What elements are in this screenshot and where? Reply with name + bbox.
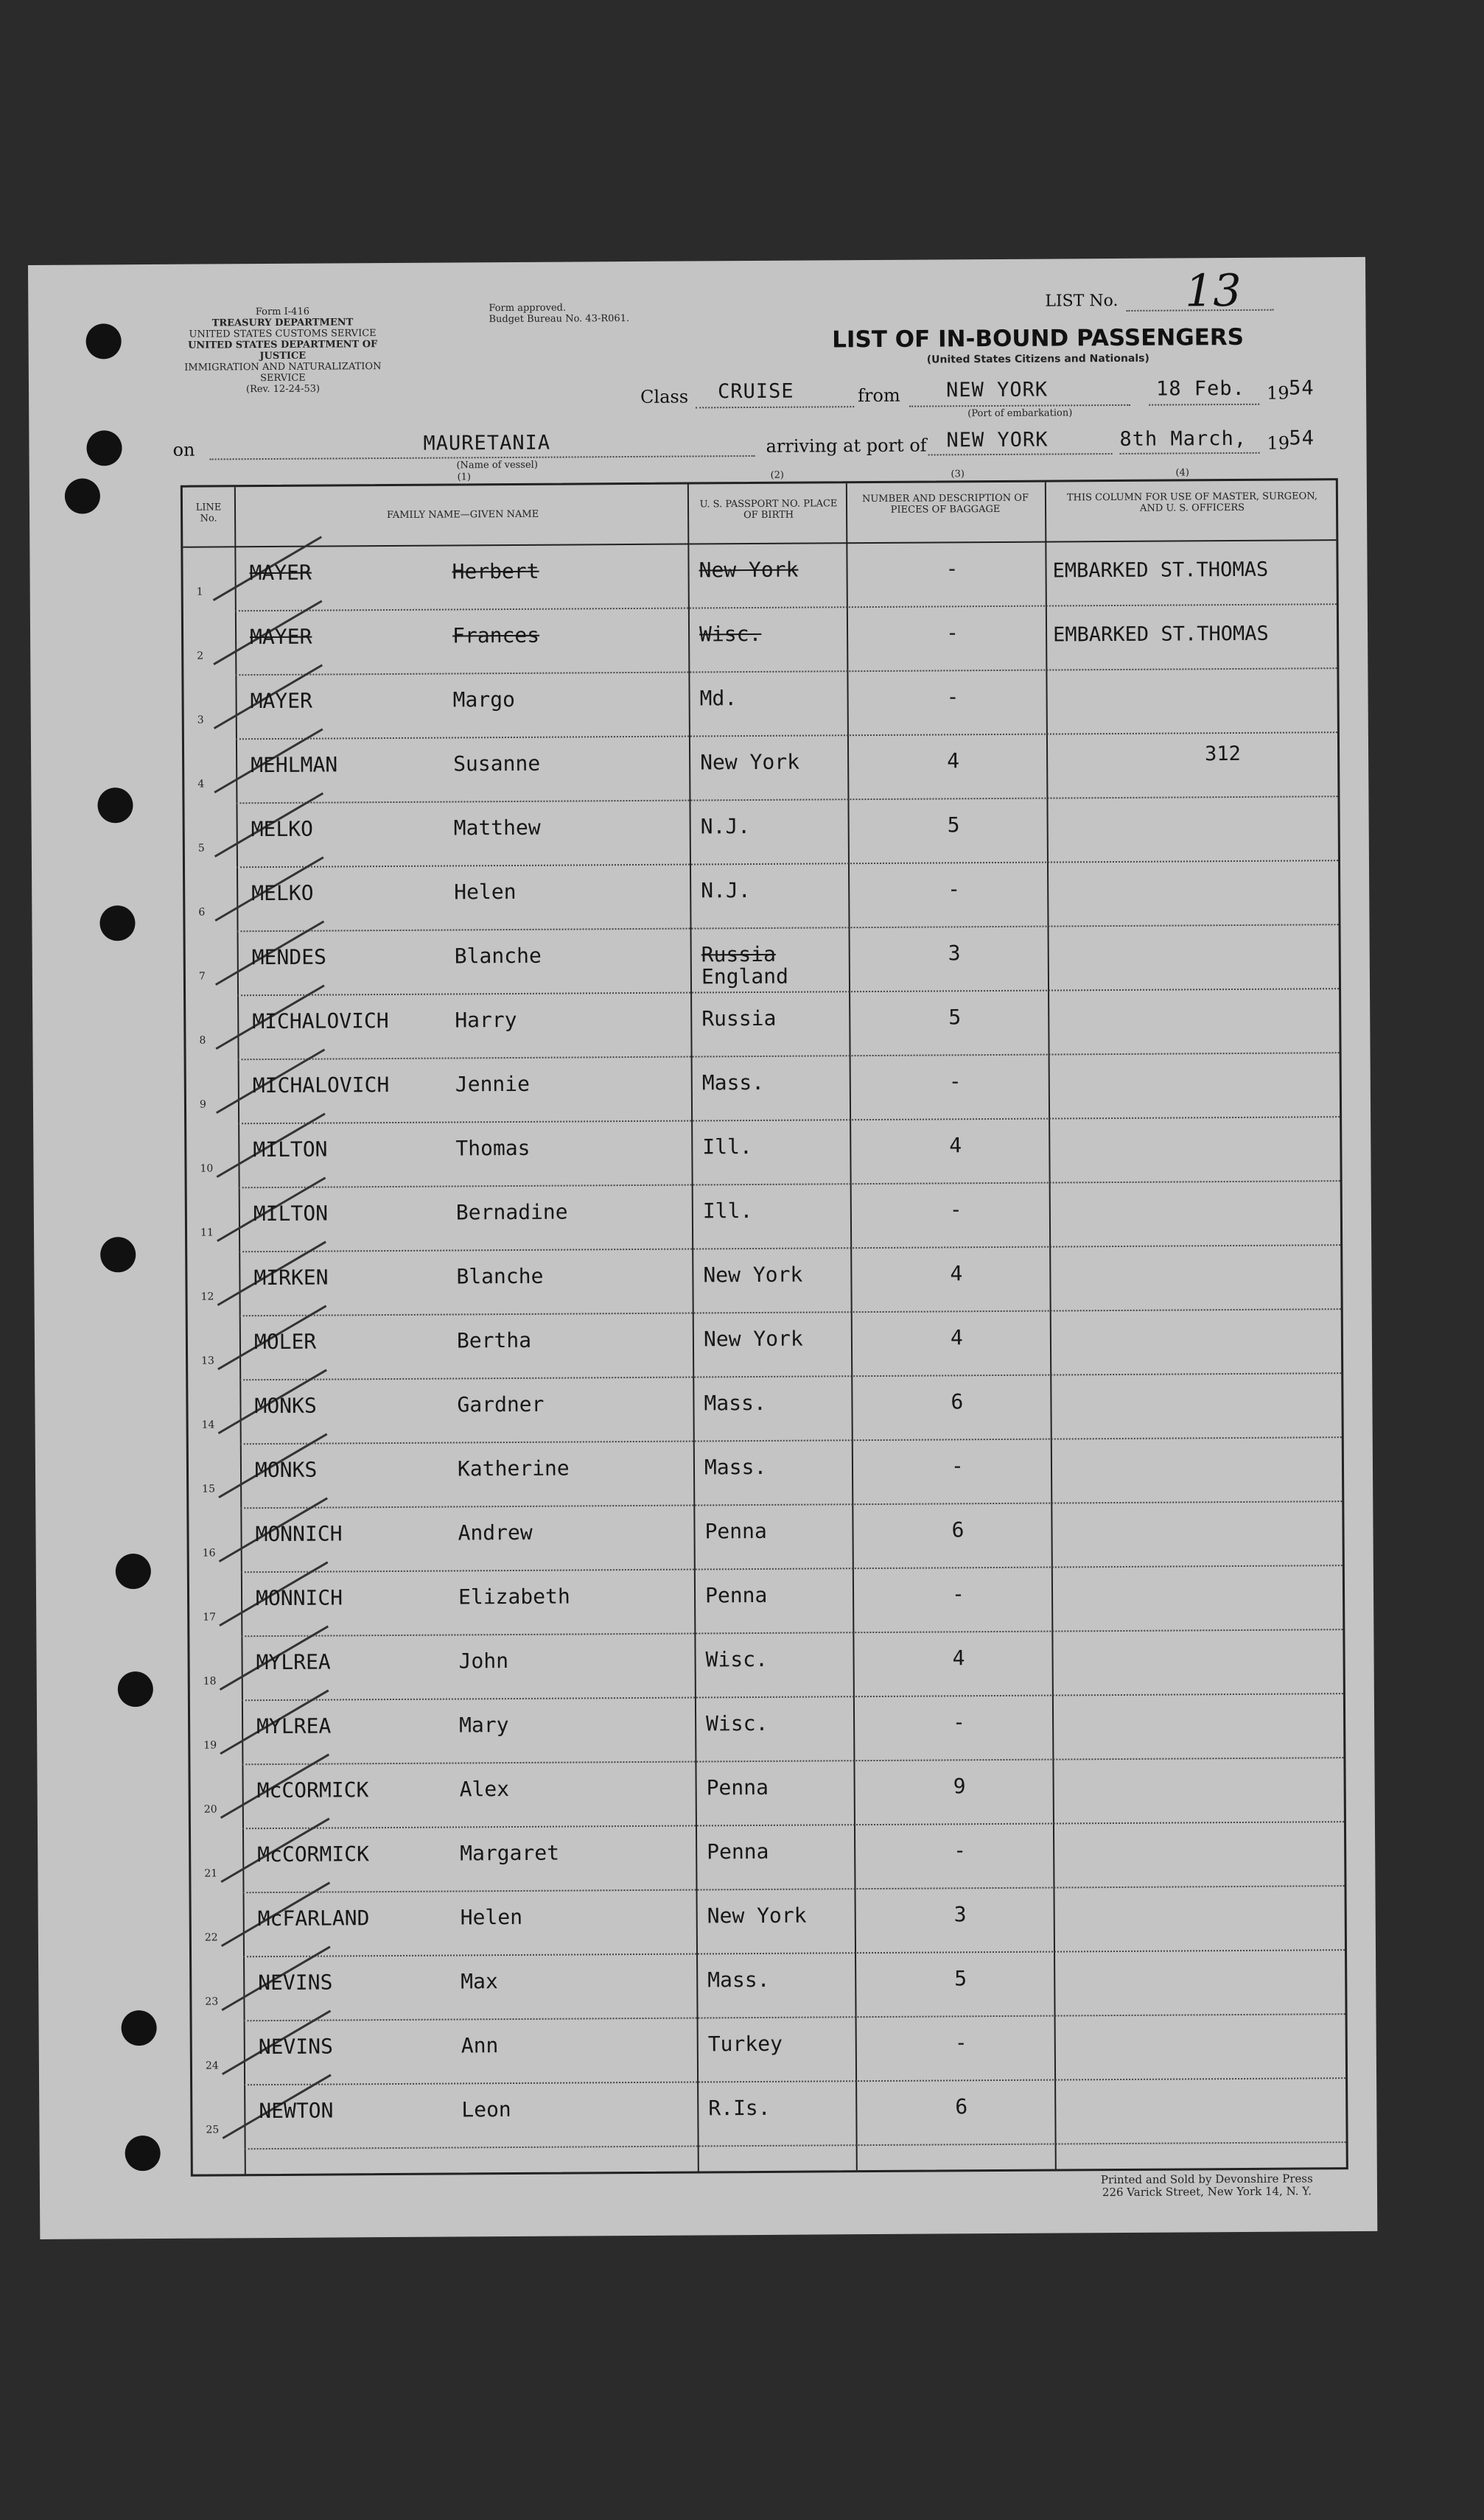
line-number: 25 xyxy=(206,2124,220,2136)
year-arr: 54 xyxy=(1289,427,1315,450)
given-name: Max xyxy=(461,1969,498,1994)
given-name: Matthew xyxy=(453,815,541,840)
place-of-birth: Ill. xyxy=(702,1134,752,1159)
agency-block xyxy=(172,306,393,396)
place-of-birth: New York xyxy=(703,1326,803,1352)
line-number: 16 xyxy=(202,1547,216,1559)
vessel-name: MAURETANIA xyxy=(423,431,551,455)
place-of-birth: Turkey xyxy=(707,2031,783,2057)
baggage-count: - xyxy=(945,620,959,645)
baggage-count: - xyxy=(951,1453,964,1478)
baggage-count: 4 xyxy=(952,1646,965,1671)
family-name: MONKS xyxy=(254,1457,318,1483)
col-index-3: (3) xyxy=(951,468,965,480)
place-of-birth: Russia xyxy=(701,1005,777,1031)
given-name: Bertha xyxy=(456,1327,532,1353)
place-of-birth: Wisc. xyxy=(699,621,762,647)
arrival-port-line xyxy=(928,453,1113,456)
form-id: Form I-416 xyxy=(255,306,310,318)
line-number: 1 xyxy=(196,586,203,598)
table-row xyxy=(185,861,1339,933)
given-name: Ann xyxy=(461,2033,499,2058)
given-name: Mary xyxy=(459,1713,509,1738)
baggage-count: - xyxy=(951,1582,965,1607)
table-row xyxy=(186,1117,1340,1189)
passenger-table xyxy=(181,478,1348,2177)
baggage-count: 4 xyxy=(949,1133,962,1158)
table-row xyxy=(190,1758,1344,1830)
printer-line-2: 226 Varick Street, New York 14, N. Y. xyxy=(1102,2184,1312,2200)
family-name: MEHLMAN xyxy=(251,752,338,778)
table-row xyxy=(192,2015,1346,2086)
table-row xyxy=(188,1310,1342,1381)
table-row xyxy=(188,1374,1342,1445)
given-name: Margo xyxy=(452,687,516,712)
place-of-birth: Penna xyxy=(707,1839,769,1864)
class-label: Class xyxy=(640,386,689,407)
line-number: 12 xyxy=(200,1291,214,1303)
line-number: 2 xyxy=(197,650,204,662)
place-of-birth: N.J. xyxy=(700,814,751,839)
family-name: MELKO xyxy=(251,816,314,842)
year-from-prefix: 19 xyxy=(1267,382,1289,404)
place-of-birth: Penna xyxy=(704,1582,768,1608)
baggage-count: - xyxy=(946,684,959,709)
given-name: Bernadine xyxy=(455,1199,568,1225)
printer-credit xyxy=(1101,2172,1313,2199)
on-label: on xyxy=(172,439,195,460)
punch-hole xyxy=(85,323,121,359)
baggage-count: 9 xyxy=(953,1774,966,1799)
line-number: 17 xyxy=(203,1611,217,1624)
given-name: Elizabeth xyxy=(458,1584,570,1610)
given-name: Margaret xyxy=(460,1840,560,1866)
header-passport: U. S. PASSPORT NO. PLACE OF BIRTH xyxy=(699,498,838,522)
family-name: MONKS xyxy=(254,1393,317,1419)
baggage-count: 5 xyxy=(954,1966,967,1991)
from-label: from xyxy=(858,385,900,407)
table-row xyxy=(184,797,1338,868)
family-name: MAYER xyxy=(249,624,312,650)
row-rule xyxy=(245,2141,1346,2149)
family-name: MILTON xyxy=(253,1201,329,1226)
line-number: 4 xyxy=(197,778,205,790)
family-name: MAYER xyxy=(249,560,312,586)
punch-hole xyxy=(125,2135,161,2171)
line-number: 15 xyxy=(202,1483,216,1495)
date-from: 18 Feb. xyxy=(1155,376,1245,401)
line-number: 21 xyxy=(204,1867,218,1880)
table-row xyxy=(192,1887,1345,1958)
table-row xyxy=(191,1822,1345,1894)
line-number: 22 xyxy=(204,1931,218,1944)
line-number: 18 xyxy=(203,1675,217,1688)
place-of-birth: Mass. xyxy=(701,1070,765,1095)
table-row xyxy=(186,1053,1340,1125)
table-row xyxy=(189,1566,1343,1638)
baggage-count: 5 xyxy=(948,1005,962,1030)
year-arr-prefix: 19 xyxy=(1267,432,1290,454)
family-name: MICHALOVICH xyxy=(252,1073,390,1098)
from-line xyxy=(909,404,1130,407)
punch-hole xyxy=(118,1671,153,1707)
vessel-note: (Name of vessel) xyxy=(456,459,538,471)
baggage-count: - xyxy=(948,1069,962,1094)
line-number: 10 xyxy=(200,1162,214,1175)
officer-note-embarked-1: EMBARKED ST.THOMAS xyxy=(1052,558,1269,583)
given-name: Alex xyxy=(459,1777,510,1802)
list-no-handwritten: 13 xyxy=(1185,264,1242,317)
given-name: Helen xyxy=(454,879,517,905)
family-name: MICHALOVICH xyxy=(252,1008,389,1034)
baggage-count: - xyxy=(945,556,959,581)
port-embarkation-note: (Port of embarkation) xyxy=(967,407,1073,420)
family-name: McCORMICK xyxy=(257,1842,370,1867)
given-name: Harry xyxy=(455,1007,517,1033)
table-row xyxy=(186,989,1340,1061)
header-baggage: NUMBER AND DESCRIPTION OF PIECES OF BAGGAGE xyxy=(861,492,1029,516)
punch-hole xyxy=(116,1554,151,1589)
given-name: Jennie xyxy=(455,1071,531,1097)
line-number: 20 xyxy=(203,1803,217,1816)
place-of-birth: Md. xyxy=(699,686,738,711)
family-name: NEVINS xyxy=(258,1970,333,1996)
place-of-birth: R.Is. xyxy=(708,2095,771,2121)
officer-note-count: 312 xyxy=(1204,742,1241,766)
table-row xyxy=(190,1694,1344,1766)
table-row xyxy=(192,1951,1345,2022)
given-name: John xyxy=(458,1649,509,1674)
baggage-count: 4 xyxy=(950,1325,963,1350)
given-name: Frances xyxy=(452,622,540,648)
place-of-birth: New York xyxy=(703,1262,803,1288)
place-of-birth: New York xyxy=(699,557,799,583)
baggage-count: - xyxy=(953,1710,966,1735)
place-of-birth: N.J. xyxy=(701,878,751,903)
list-no-label: LIST No. xyxy=(1045,291,1119,311)
treasury-label: TREASURY DEPARTMENT xyxy=(211,317,354,329)
budget-no: Budget Bureau No. 43-R061. xyxy=(489,313,630,326)
place-of-birth: New York xyxy=(707,1903,807,1928)
line-number: 8 xyxy=(199,1034,206,1047)
punch-hole xyxy=(65,478,100,513)
baggage-count: 4 xyxy=(950,1261,963,1286)
header-line-no: LINE No. xyxy=(195,502,222,524)
family-name: MENDES xyxy=(251,944,327,970)
punch-hole xyxy=(99,905,135,941)
baggage-count: 5 xyxy=(947,812,960,838)
place-of-birth: Mass. xyxy=(704,1454,767,1480)
baggage-count: 3 xyxy=(948,941,961,966)
given-name: Blanche xyxy=(456,1263,544,1289)
line-number: 9 xyxy=(199,1098,206,1111)
place-of-birth: Ill. xyxy=(702,1198,753,1224)
table-row xyxy=(183,669,1337,740)
family-name: MONNICH xyxy=(255,1585,343,1611)
page-title: LIST OF IN-BOUND PASSENGERS xyxy=(832,323,1245,354)
family-name: MYLREA xyxy=(256,1649,331,1675)
line-number: 6 xyxy=(198,906,206,919)
baggage-count: 6 xyxy=(955,2094,968,2119)
line-number: 19 xyxy=(203,1739,217,1752)
punch-hole xyxy=(121,2010,156,2046)
family-name: MELKO xyxy=(251,880,314,906)
place-of-birth-correction: England xyxy=(701,964,789,989)
family-name: MOLER xyxy=(253,1329,317,1355)
place-of-birth: New York xyxy=(700,749,800,775)
line-number: 14 xyxy=(201,1419,215,1431)
family-name: MONNICH xyxy=(255,1521,343,1547)
manifest-page xyxy=(28,257,1377,2239)
punch-hole xyxy=(97,787,133,823)
form-approved: Form approved. xyxy=(489,302,567,315)
rev-label: (Rev. 12-24-53) xyxy=(245,383,321,396)
officer-note-embarked-2: EMBARKED ST.THOMAS xyxy=(1052,622,1269,647)
table-row xyxy=(189,1438,1343,1509)
table-row xyxy=(189,1630,1343,1702)
given-name: Helen xyxy=(460,1904,523,1930)
family-name: MILTON xyxy=(253,1137,328,1162)
col-index-2: (2) xyxy=(770,469,785,481)
header-officers: THIS COLUMN FOR USE OF MASTER, SURGEON, AND U. S. OFFICERS xyxy=(1066,491,1318,514)
table-row xyxy=(187,1246,1341,1317)
baggage-count: 6 xyxy=(951,1389,964,1414)
given-name: Gardner xyxy=(457,1391,545,1417)
given-name: Herbert xyxy=(452,558,539,584)
customs-label: UNITED STATES CUSTOMS SERVICE xyxy=(189,328,377,340)
year-from: 54 xyxy=(1288,376,1315,400)
line-number: 7 xyxy=(198,970,206,983)
line-number: 11 xyxy=(200,1226,214,1239)
arriving-label: arriving at port of xyxy=(766,435,927,457)
page-subtitle: (United States Citizens and Nationals) xyxy=(926,352,1149,366)
approval-block xyxy=(489,302,680,326)
baggage-count: - xyxy=(949,1197,962,1222)
family-name: NEVINS xyxy=(258,2034,334,2060)
place-of-birth: Penna xyxy=(706,1775,769,1800)
date-line xyxy=(1149,404,1259,406)
place-of-birth: Mass. xyxy=(704,1390,766,1416)
ins-label: IMMIGRATION AND NATURALIZATION SERVICE xyxy=(184,361,382,385)
family-name: NEWTON xyxy=(259,2098,334,2124)
given-name: Thomas xyxy=(455,1135,531,1161)
baggage-count: 4 xyxy=(947,748,960,773)
place-of-birth: Mass. xyxy=(707,1967,770,1993)
class-line xyxy=(696,406,854,408)
printer-line-1: Printed and Sold by Devonshire Press xyxy=(1100,2172,1313,2187)
col-index-4: (4) xyxy=(1175,467,1190,479)
line-number: 13 xyxy=(201,1355,214,1367)
baggage-count: - xyxy=(953,1838,967,1863)
given-name: Andrew xyxy=(458,1520,533,1545)
given-name: Katherine xyxy=(457,1456,570,1481)
baggage-count: 6 xyxy=(951,1517,965,1542)
punch-hole xyxy=(86,430,122,466)
table-row xyxy=(187,1182,1341,1253)
family-name: MIRKEN xyxy=(253,1265,329,1291)
given-name: Leon xyxy=(461,2097,511,2122)
table-row xyxy=(184,733,1338,804)
line-number: 24 xyxy=(205,2060,219,2072)
place-of-birth: Wisc. xyxy=(705,1646,768,1672)
family-name: McCORMICK xyxy=(256,1777,369,1803)
place-of-birth: Russia xyxy=(701,941,776,967)
family-name: MYLREA xyxy=(256,1713,332,1739)
class-value: CRUISE xyxy=(717,379,794,404)
table-row xyxy=(186,925,1340,997)
justice-label: UNITED STATES DEPARTMENT OF JUSTICE xyxy=(188,339,378,362)
baggage-count: - xyxy=(948,877,961,902)
table-row xyxy=(192,2079,1346,2150)
col-index-1: (1) xyxy=(457,471,472,483)
baggage-count: 3 xyxy=(953,1902,967,1927)
baggage-count: - xyxy=(954,2030,967,2055)
table-row xyxy=(189,1502,1343,1573)
from-value: NEW YORK xyxy=(945,378,1049,402)
header-family-name: FAMILY NAME—GIVEN NAME xyxy=(386,508,539,522)
place-of-birth: Penna xyxy=(704,1518,767,1544)
given-name: Blanche xyxy=(454,943,542,969)
place-of-birth: Wisc. xyxy=(706,1710,769,1736)
punch-hole xyxy=(100,1237,136,1272)
family-name: McFARLAND xyxy=(257,1906,370,1931)
arrival-port: NEW YORK xyxy=(946,428,1049,452)
arrival-date: 8th March, xyxy=(1119,427,1247,451)
family-name: MAYER xyxy=(250,688,313,714)
line-number: 3 xyxy=(197,714,204,726)
line-number: 5 xyxy=(197,842,205,854)
given-name: Susanne xyxy=(453,751,541,776)
line-number: 23 xyxy=(205,1996,219,2008)
arrival-date-line xyxy=(1120,452,1260,454)
